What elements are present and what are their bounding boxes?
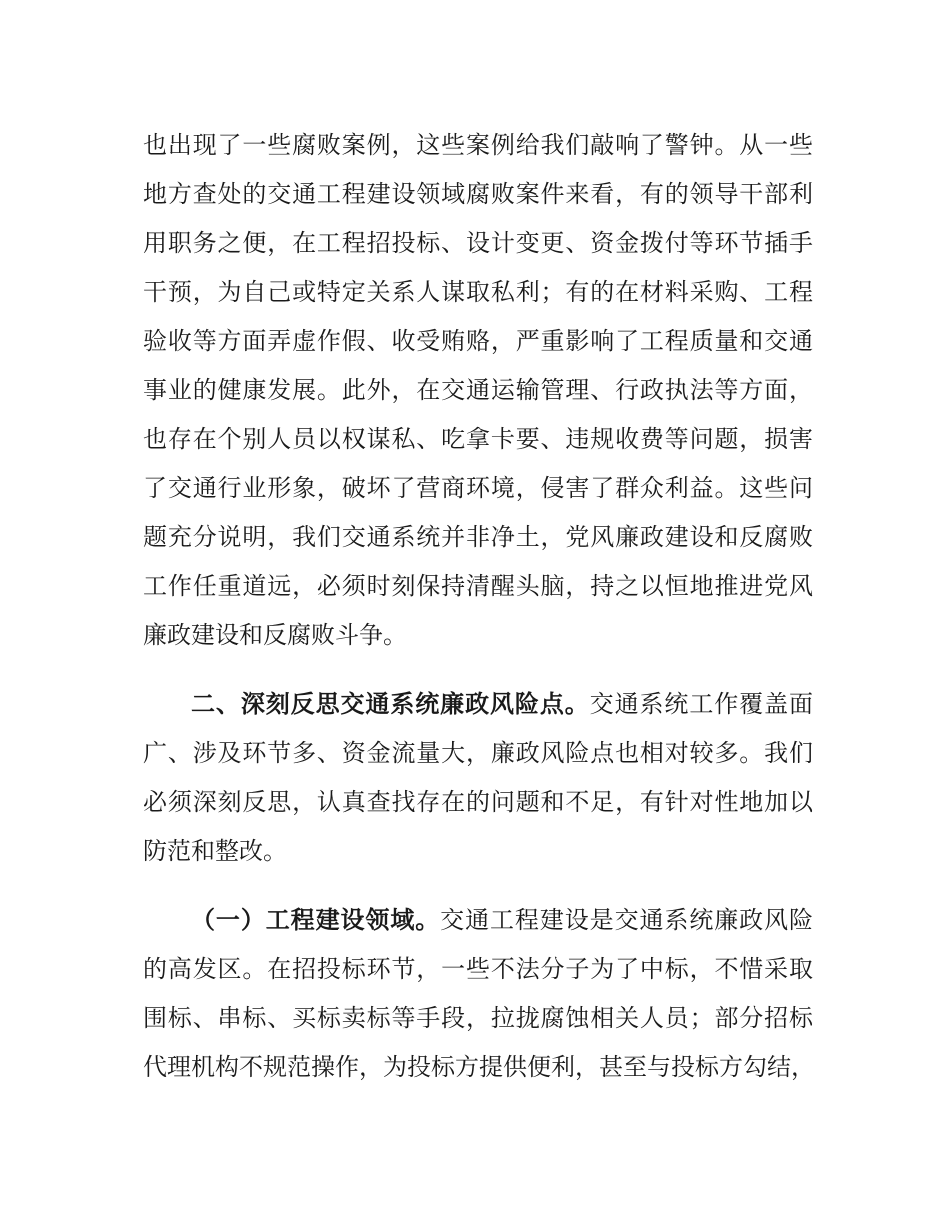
paragraph-3-line-4: 代理机构不规范操作，为投标方提供便利，甚至与投标方勾结，: [143, 1053, 815, 1081]
paragraph-1-line-6: 事业的健康发展。此外，在交通运输管理、行政执法等方面，: [143, 376, 813, 404]
subsection-heading-1: （一）工程建设领域。: [191, 906, 441, 934]
paragraph-1-line-10: 工作任重道远，必须时刻保持清醒头脑，持之以恒地推进党风: [143, 572, 813, 600]
paragraph-3-line-2: 的高发区。在招投标环节，一些不法分子为了中标，不惜采取: [143, 955, 813, 983]
paragraph-3-line-3: 围标、串标、买标卖标等手段，拉拢腐蚀相关人员；部分招标: [143, 1004, 813, 1032]
paragraph-1-line-11: 廉政建设和反腐败斗争。: [143, 621, 407, 649]
paragraph-1-line-8: 了交通行业形象，破坏了营商环境，侵害了群众利益。这些问: [143, 474, 813, 502]
paragraph-2-line-4: 防范和整改。: [143, 837, 287, 865]
paragraph-3-line-1: [191, 900, 813, 940]
paragraph-1-line-7: 也存在个别人员以权谋私、吃拿卡要、违规收费等问题，损害: [143, 425, 813, 453]
paragraph-1-line-3: 用职务之便，在工程招投标、设计变更、资金拨付等环节插手: [143, 229, 813, 257]
paragraph-2-line-1: [191, 684, 813, 724]
paragraph-1-line-5: 验收等方面弄虚作假、收受贿赂，严重影响了工程质量和交通: [143, 327, 813, 355]
section-heading-2: 二、深刻反思交通系统廉政风险点。: [191, 690, 590, 718]
paragraph-2-line-3: 必须深刻反思，认真查找存在的问题和不足，有针对性地加以: [143, 788, 813, 816]
paragraph-2-line-1-text: 交通系统工作覆盖面: [589, 690, 814, 718]
paragraph-1-line-4: 干预，为自己或特定关系人谋取私利；有的在材料采购、工程: [143, 278, 813, 306]
paragraph-1-line-9: 题充分说明，我们交通系统并非净土，党风廉政建设和反腐败: [143, 523, 813, 551]
paragraph-1-line-1: 也出现了一些腐败案例，这些案例给我们敲响了警钟。从一些: [143, 131, 813, 159]
paragraph-2-line-2: 广、涉及环节多、资金流量大，廉政风险点也相对较多。我们: [143, 739, 813, 767]
paragraph-1-line-2: 地方查处的交通工程建设领域腐败案件来看，有的领导干部利: [143, 180, 813, 208]
paragraph-3-line-1-text: 交通工程建设是交通系统廉政风险: [440, 906, 814, 934]
